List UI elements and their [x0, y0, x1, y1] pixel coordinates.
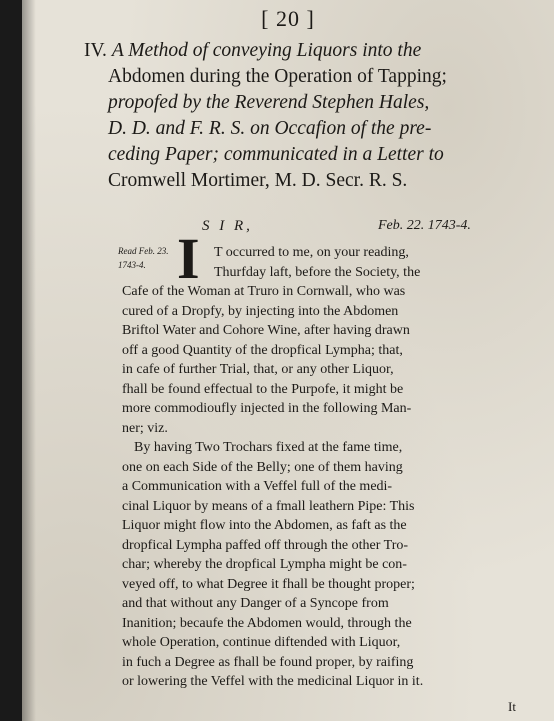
margin-note-line: Read Feb. 23. [118, 246, 169, 256]
body-line: fhall be found effectual to the Purpofe, it might be [122, 381, 404, 397]
body-line: Thurfday laft, before the Society, the [214, 264, 421, 280]
drop-cap: I [177, 226, 200, 291]
body-line: whole Operation, continue diftended with Liquor, [122, 635, 401, 650]
letter-date: Feb. 22. 1743-4. [378, 218, 471, 233]
catchword: It [508, 699, 516, 714]
body-line: Inanition; becaufe the Abdomen would, through the [122, 615, 412, 631]
body-line: char; whereby the dropfical Lympha might be con- [122, 557, 407, 572]
margin-note-line: 1743-4. [118, 260, 146, 270]
body-line: more commodioufly injected in the following Man- [122, 401, 412, 416]
article-number: IV. [84, 40, 107, 61]
title-line-6: Cromwell Mortimer, M. D. Secr. R. S. [108, 170, 408, 191]
body-line: dropfical Lympha paffed off through the other Tro- [122, 537, 409, 553]
body-line: a Communication with a Veffel full of the medi- [122, 479, 393, 494]
body-line: or lowering the Veffel with the medicinal Liquor in it. [122, 674, 424, 689]
body-line: Cafe of the Woman at Truro in Cornwall, who was [122, 284, 406, 299]
body-line: T occurred to me, on your reading, [214, 245, 409, 260]
body-line: off a good Quantity of the dropfical Lympha; that, [122, 342, 403, 358]
title-line-1 [84, 38, 548, 64]
body-line: and that without any Danger of a Syncope from [122, 596, 389, 611]
page-number: [ 20 ] [261, 6, 315, 31]
title-line-3: propofed by the Reverend Stephen Hales, [108, 92, 430, 113]
body-line: Liquor might flow into the Abdomen, as faft as the [122, 518, 407, 533]
body-line: cured of a Dropfy, by injecting into the Abdomen [122, 303, 399, 319]
title-line-1-text: A Method of conveying Liquors into the [111, 40, 422, 61]
page-gutter-shadow [22, 0, 36, 721]
title-line-5: ceding Paper; communicated in a Letter to [108, 144, 444, 165]
body-line: veyed off, to what Degree it fhall be thought proper; [122, 576, 415, 592]
body-line: Briftol Water and Cohore Wine, after having drawn [122, 323, 410, 338]
body-line: ner; viz. [122, 420, 168, 436]
title-line-4: D. D. and F. R. S. on Occafion of the pre- [108, 118, 432, 139]
title-line-2: Abdomen during the Operation of Tapping; [108, 66, 447, 87]
salutation: S I R, [202, 218, 253, 234]
body-line: By having Two Trochars fixed at the fame time, [134, 440, 403, 455]
article-title [84, 38, 548, 194]
body-line: in fuch a Degree as fhall be found proper, by raifing [122, 654, 414, 670]
letter-body [122, 243, 529, 692]
body-line: in cafe of further Trial, that, or any other Liquor, [122, 362, 394, 377]
body-line: cinal Liquor by means of a fmall leathern Pipe: This [122, 498, 415, 514]
body-line: one on each Side of the Belly; one of them having [122, 459, 403, 475]
book-page [22, 0, 554, 721]
